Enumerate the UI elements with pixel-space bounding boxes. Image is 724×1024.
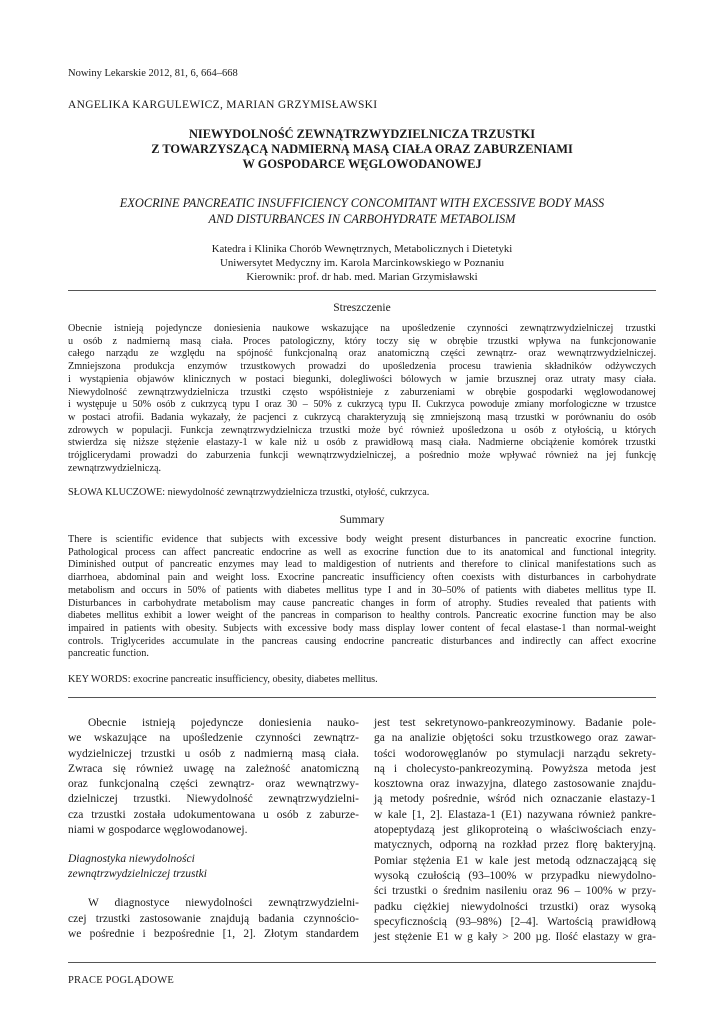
- diagnostics-paragraph: [68, 896, 359, 942]
- abstract-line: całego narządu ze względu na spójność funkcjonalną oraz anatomiczną części zewnątrz- oraz wewnątrzwydzielniczej.: [68, 348, 656, 360]
- subheading-line: zewnątrzwydzielniczej trzustki: [68, 868, 207, 881]
- body-line: ną i cholecysto-pankreozyminą. Powyższa metoda jest: [374, 762, 656, 775]
- body-line: czej trzustki zastosowanie znajdują badania czynnościo-: [68, 912, 359, 925]
- author-list: ANGELIKA KARGULEWICZ, MARIAN GRZYMISŁAWSKI: [68, 99, 378, 111]
- body-line: Pomiar stężenia E1 w kale jest metodą odznaczającą się: [374, 854, 656, 867]
- affiliation-line: Katedra i Klinika Chorób Wewnętrznych, Metabolicznych i Dietetyki: [211, 243, 513, 255]
- abstract-line: i wystąpienia objawów klinicznych w postaci biegunki, dolegliwości bólowych w jamie brzusznej oraz utraty masy ciała.: [68, 373, 656, 385]
- abstract-line: w postaci atrofii. Badania wykazały, że pacjenci z cukrzycą charakteryzują się zmniejszoną masą trzustki w porównaniu do osób: [68, 411, 656, 423]
- abstract-line: Zmniejszona produkcja enzymów trzustkowych prowadzi do upośledzenia procesu trawienia składników odżywczych: [68, 361, 656, 373]
- section-footer: PRACE POGLĄDOWE: [68, 975, 174, 986]
- streszczenie-text: [68, 323, 656, 475]
- body-line: we wskazujące na upośledzenie czynności zewnątrz-: [68, 732, 359, 745]
- body-line: W diagnostyce niewydolności zewnątrzwydzielni-: [88, 897, 359, 910]
- abstract-line: stwierdza się niższe stężenie elastazy-1 w kale niż u osób z prawidłową masą ciała. Nadmierne obciążenie komórek trzustki: [68, 437, 656, 449]
- intro-paragraph: [68, 716, 359, 838]
- abstract-line: Disturbances in carbohydrate metabolism may cause pancreatic changes in form of atrophy. Studies revealed that patients with: [68, 597, 656, 609]
- keywords-english: KEY WORDS: exocrine pancreatic insufficiency, obesity, diabetes mellitus.: [68, 674, 378, 685]
- abstract-line: i występuje u 50% osób z cukrzycą typu I oraz 30 – 50% z cukrzycą typu II. Cukrzyca powoduje zmiany morfologiczne w trzustce: [68, 399, 656, 411]
- body-line: w kale [1, 2]. Elastaza-1 (E1) nazywana również pankre-: [374, 808, 656, 821]
- abstract-line: impaired in patients with obesity. Subjects with excessive body mass display lower content of fecal elastase-1 than normal-weight: [68, 622, 656, 634]
- divider: [68, 290, 656, 291]
- abstract-line: Pathological process can affect pancreatic endocrine as well as exocrine function due to its anatomical and functional integrity.: [68, 546, 656, 558]
- title-polish: [68, 127, 656, 172]
- body-line: Obecnie istnieją pojedyncze doniesienia nauko-: [88, 717, 359, 729]
- body-line: matycznych, odporną na rozkład przez florę bakteryjną.: [374, 839, 656, 852]
- streszczenie-heading: Streszczenie: [333, 302, 391, 314]
- body-line: jest stężenie E1 w g kały > 200 µg. Ilość elastazy w gra-: [374, 931, 656, 944]
- divider: [68, 697, 656, 698]
- abstract-line: Niewydolność zewnątrzwydzielnicza trzustki często współistnieje z zaburzeniami w obrębie gospodarki węglowodanowej: [68, 386, 656, 398]
- keywords-polish: SŁOWA KLUCZOWE: niewydolność zewnątrzwydzielnicza trzustki, otyłość, cukrzyca.: [68, 487, 430, 498]
- body-line: ga na analizie objętości soku trzustkowego oraz zawar-: [374, 732, 656, 745]
- abstract-line: zdrowych w populacji. Funkcja zewnątrzwydzielnicza trzustki może być również upośledzona u osób z otyłością, u których: [68, 424, 656, 436]
- body-column-right: [374, 716, 656, 945]
- abstract-line: diabetes mellitus exhibit a lower weight of the pancreas in comparison to healthy controls. Pancreatic exocrine function may be also: [68, 610, 656, 622]
- divider: [68, 962, 656, 963]
- body-line: jest test sekretynowo-pankreozyminowy. Badanie pole-: [374, 717, 656, 729]
- summary-text: [68, 534, 656, 661]
- body-line: wysoką czułością (93–100% w przypadku niewydolno-: [374, 869, 656, 882]
- abstract-line: controls. Triglycerides accumulate in the pancreas causing endocrine pancreatic disturbances and indirectly can affect exocrine: [68, 635, 656, 647]
- abstract-line: trójglicerydami prowadzi do zaburzenia funkcji wewnątrzwydzielniczej, a pośrednio może wpływać również na jej funkcję: [68, 450, 656, 462]
- body-line: Zwraca się również uwagę na zależność anatomiczną: [68, 762, 359, 775]
- title-english-line: EXOCRINE PANCREATIC INSUFFICIENCY CONCOMITANT WITH EXCESSIVE BODY MASS: [119, 196, 605, 210]
- body-line: tości wodorowęglanów po stymulacji narządu sekrety-: [374, 747, 656, 760]
- subheading-line: Diagnostyka niewydolności: [68, 853, 195, 866]
- journal-citation: Nowiny Lekarskie 2012, 81, 6, 664–668: [68, 68, 238, 79]
- affiliation-line: Uniwersytet Medyczny im. Karola Marcinkowskiego w Poznaniu: [220, 257, 504, 269]
- abstract-line: diarrhoea, abdominal pain and weight loss. Exocrine pancreatic insufficiency often coexists with disturbances in carbohydrate: [68, 572, 656, 584]
- body-column-left: [68, 716, 359, 942]
- title-polish-line: NIEWYDOLNOŚĆ ZEWNĄTRZWYDZIELNICZA TRZUSTKI: [188, 127, 536, 141]
- section-subheading: [68, 852, 359, 882]
- title-english: [68, 195, 656, 227]
- abstract-line: zewnątrzwydzielniczą.: [68, 462, 162, 474]
- abstract-line: There is scientific evidence that subjects with excessive body weight present disturbances in pancreatic exocrine function.: [68, 534, 656, 545]
- body-line: ści trzustki o średnim nasileniu oraz 96 – 100% w przy-: [374, 885, 656, 898]
- body-line: wydzielniczej trzustki u osób z nadmierną masą ciała.: [68, 747, 359, 760]
- body-line: specyficznością (93–98%) [2–4]. Wartością prawidłową: [374, 915, 656, 928]
- summary-heading: Summary: [339, 514, 385, 526]
- abstract-line: Obecnie istnieją pojedyncze doniesienia naukowe wskazujące na upośledzenie czynności zewnątrzwydzielniczej trzustki: [68, 323, 656, 334]
- abstract-line: pancreatic function.: [68, 648, 149, 660]
- body-line: we pośrednie i bezpośrednie [1, 2]. Złotym standardem: [68, 927, 359, 940]
- title-polish-line: W GOSPODARCE WĘGLOWODANOWEJ: [242, 157, 482, 171]
- body-line: cza trzustki została udokumentowana u osób z zaburze-: [68, 808, 359, 821]
- abstract-line: metabolism and occurs in 50% of patients with diabetes mellitus type I and in 30–50% of patients with diabetes mellitus type II.: [68, 584, 656, 596]
- affiliation-line: Kierownik: prof. dr hab. med. Marian Grzymisławski: [246, 271, 478, 283]
- title-english-line: AND DISTURBANCES IN CARBOHYDRATE METABOLISM: [208, 212, 516, 226]
- body-line: kosztowna oraz inwazyjna, dlatego zastosowanie znajdu-: [374, 778, 656, 791]
- body-line: atopeptydazą jest glikoproteiną o właściwościach enzy-: [374, 824, 656, 837]
- body-line: ją metody pośrednie, wśród nich oznaczanie elastazy-1: [374, 793, 656, 806]
- affiliation: [68, 242, 656, 284]
- abstract-line: Diminished output of pancreatic enzymes may lead to maldigestion of nutrients and therefore to clinical manifestations such as: [68, 559, 656, 571]
- body-line: padku ciężkiej niewydolności trzustki) oraz wysoką: [374, 900, 656, 913]
- title-polish-line: Z TOWARZYSZĄCĄ NADMIERNĄ MASĄ CIAŁA ORAZ ZABURZENIAMI: [151, 142, 573, 156]
- body-line: dzielniczej trzustki. Niewydolność zewnątrzwydzielni-: [68, 793, 359, 806]
- body-line: niami w gospodarce węglowodanowej.: [68, 824, 248, 837]
- abstract-line: u osób z nadmierną masą ciała. Proces patologiczny, który toczy się w obrębie trzustki wpływa na funkcjonowanie: [68, 335, 656, 347]
- body-line: oraz funkcjonalną części zewnątrz- oraz wewnątrzwy-: [68, 778, 359, 791]
